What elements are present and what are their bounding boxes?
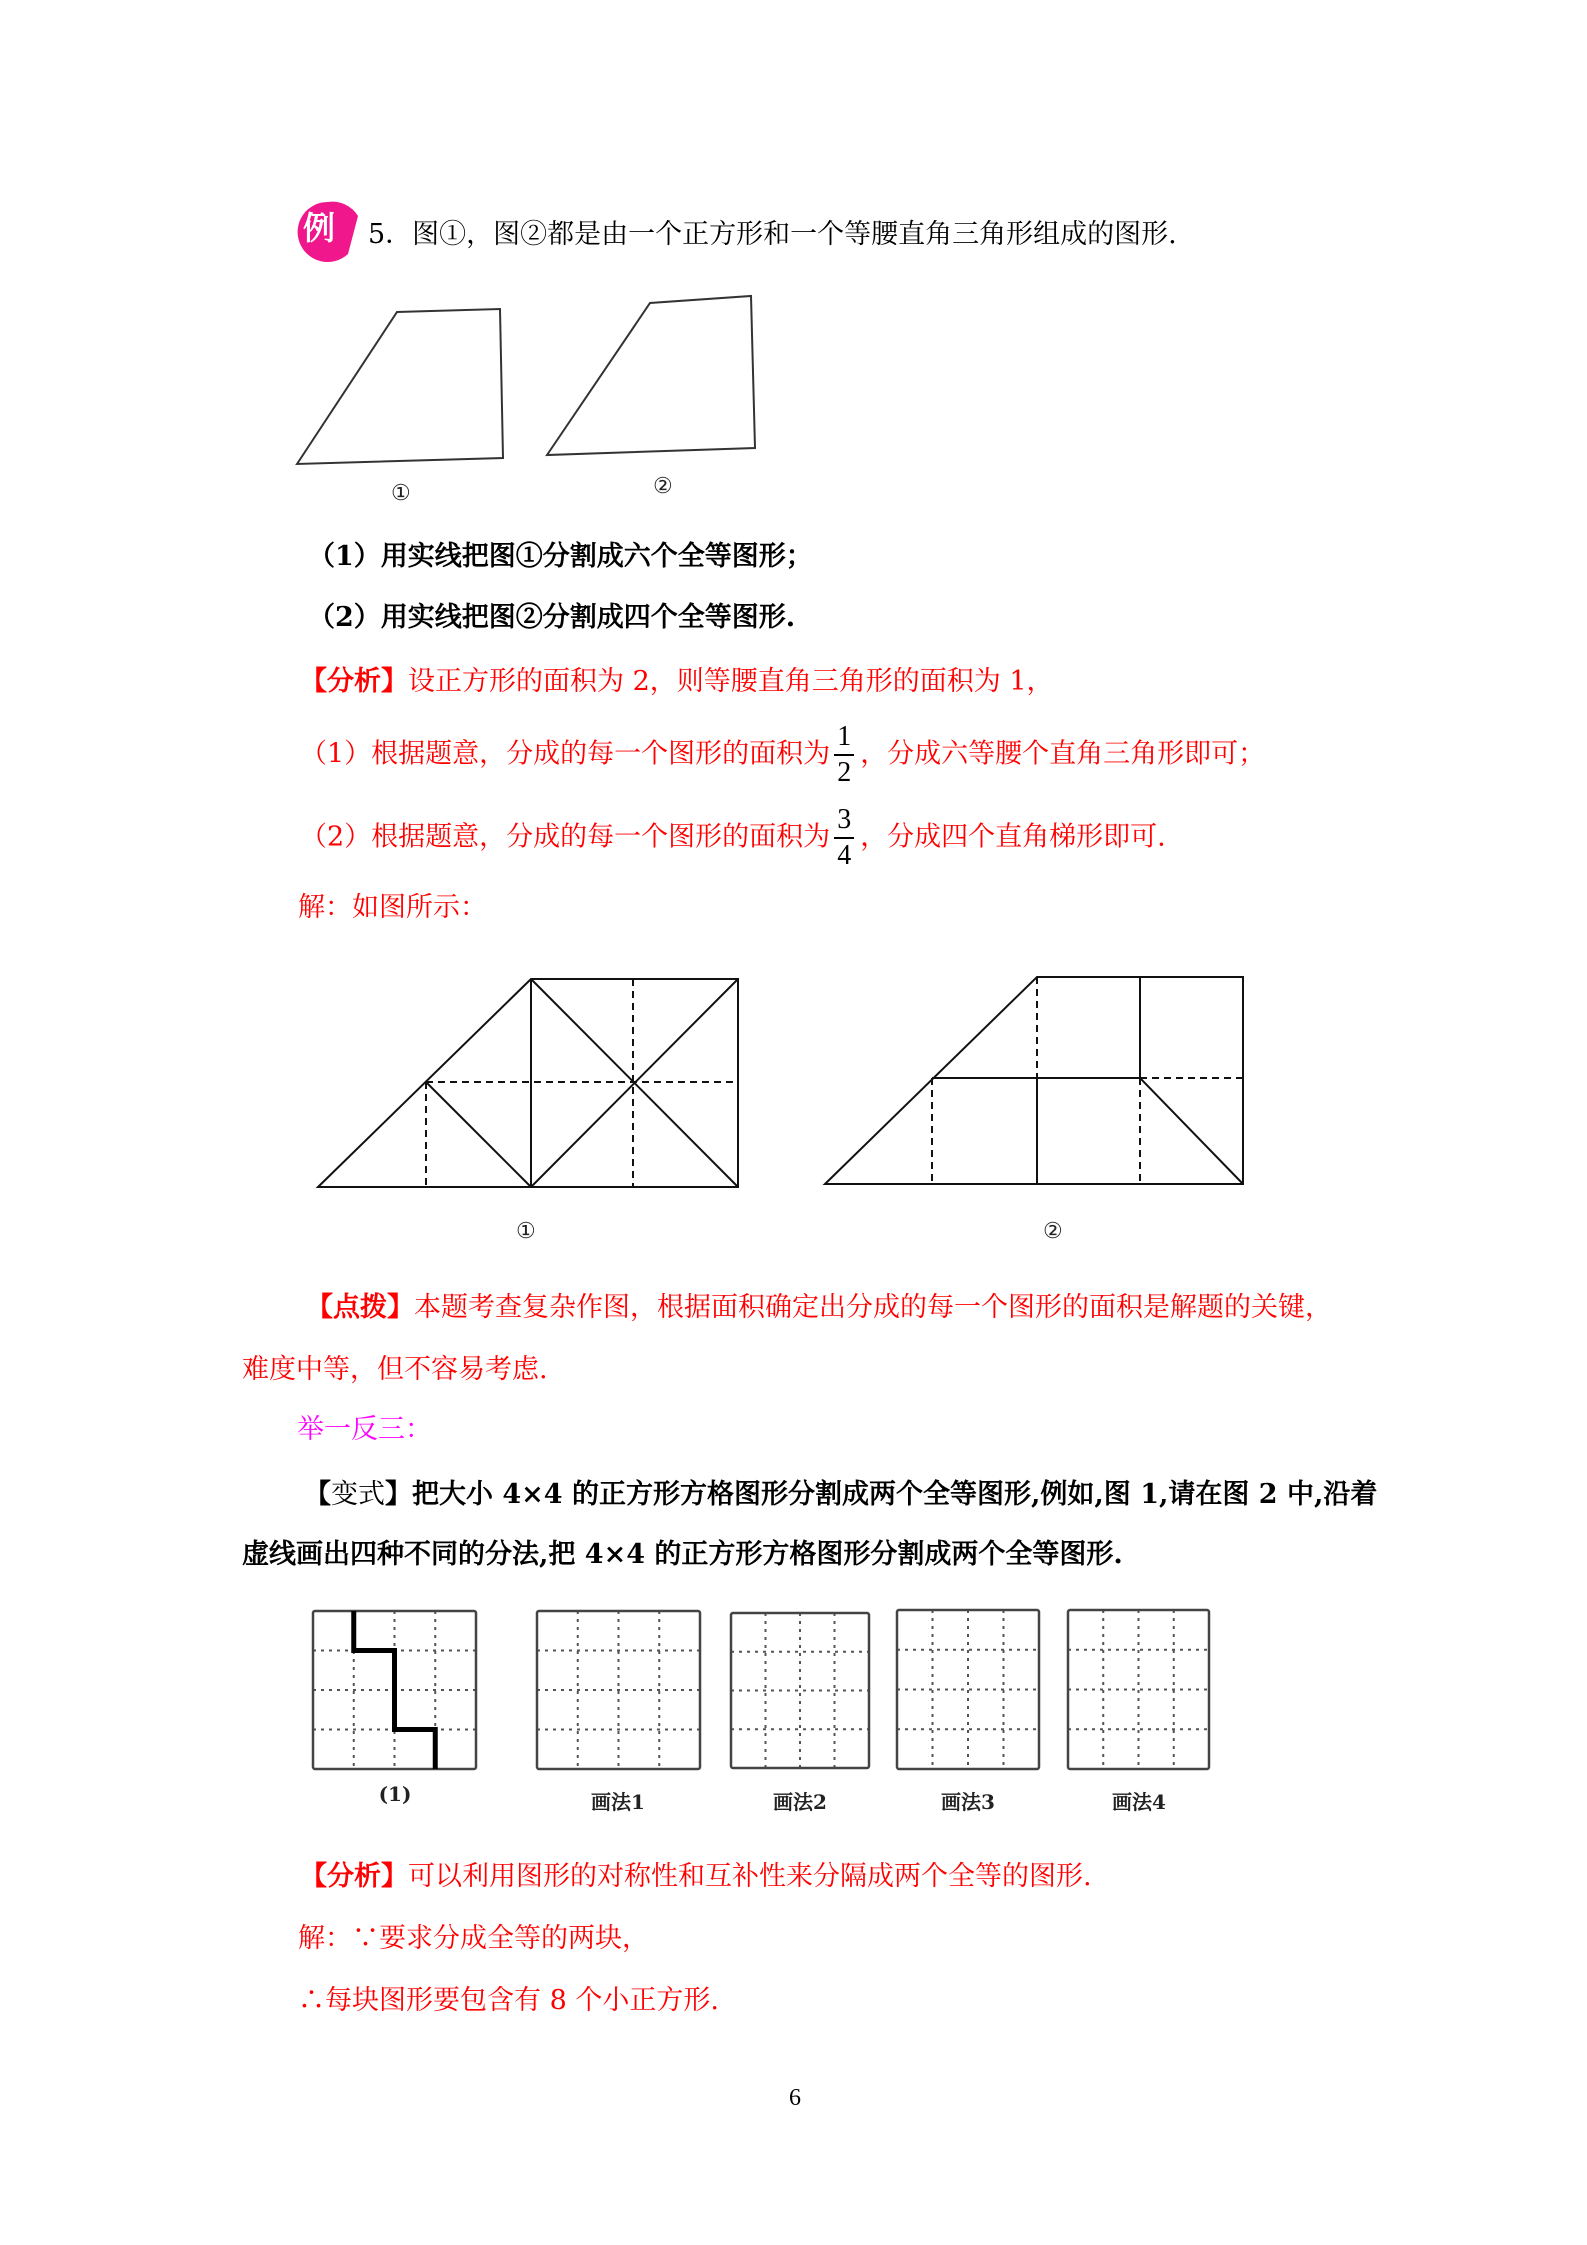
tip-line-2: 难度中等，但不容易考虑. <box>242 1354 548 1385</box>
fraction-denominator: 4 <box>837 840 852 871</box>
analysis-part-2-prefix: （2）根据题意，分成的每一个图形的面积为 <box>300 821 831 853</box>
task-1-number: （1） <box>308 541 381 572</box>
task-1-text: 用实线把图①分割成六个全等图形； <box>380 541 813 572</box>
grid-method-4-label: 画法4 <box>1112 1790 1166 1814</box>
analysis2-tag: 【分析】 <box>300 1861 408 1892</box>
task-2-number: （2） <box>308 602 381 633</box>
analysis-part-2-suffix: ，分成四个直角梯形即可. <box>860 821 1166 853</box>
tip-tag: 【点拨】 <box>306 1292 414 1323</box>
variant-tag-close: 】 <box>385 1479 412 1510</box>
solution2-line-2: ∴每块图形要包含有 8 个小正方形. <box>298 1985 719 2016</box>
grid-method-4-border <box>1068 1610 1209 1769</box>
solution2-line-1: 解：∵要求分成全等的两块， <box>298 1923 649 1954</box>
tip-text-1: 本题考查复杂作图，根据面积确定出分成的每一个图形的面积是解题的关键， <box>414 1292 1332 1323</box>
variant-line-2: 虚线画出四种不同的分法,把 4×4 的正方形方格图形分割成两个全等图形. <box>242 1539 1123 1570</box>
solution-text: 解：如图所示： <box>298 892 487 923</box>
analysis2-line <box>300 1860 1092 1894</box>
analysis-part-1-prefix: （1）根据题意，分成的每一个图形的面积为 <box>300 738 831 770</box>
solution-figure-1-label: ① <box>516 1219 536 1244</box>
question-figure-2-label: ② <box>653 474 673 499</box>
fraction-denominator: 2 <box>837 757 852 788</box>
fraction-numerator: 1 <box>837 721 852 752</box>
grid-method-2-label: 画法2 <box>773 1790 827 1814</box>
example-badge-label: 例 <box>303 209 336 247</box>
analysis-tag: 【分析】 <box>300 666 408 697</box>
fraction-numerator: 3 <box>837 804 852 835</box>
variant-tag-open: 【 <box>304 1479 331 1510</box>
grid-method-2-border <box>731 1613 869 1768</box>
practice-heading: 举一反三： <box>297 1414 432 1445</box>
variant-text-1: 把大小 4×4 的正方形方格图形分割成两个全等图形,例如,图 1,请在图 2 中,沿着 <box>412 1479 1378 1510</box>
task-2-text: 用实线把图②分割成四个全等图形. <box>380 602 796 633</box>
example-heading: 5．图①，图②都是由一个正方形和一个等腰直角三角形组成的图形. <box>368 219 1177 250</box>
page-number: 6 <box>789 2085 801 2111</box>
analysis-text: 设正方形的面积为 2，则等腰直角三角形的面积为 1， <box>408 666 1054 697</box>
solution-figure-2-label: ② <box>1043 1219 1063 1244</box>
analysis2-text: 可以利用图形的对称性和互补性来分隔成两个全等的图形. <box>408 1861 1092 1892</box>
grid-method-3-label: 画法3 <box>941 1790 995 1814</box>
grid-example-cut-path <box>354 1611 436 1769</box>
grid-example-label: (1) <box>378 1782 412 1806</box>
analysis-part-1-suffix: ，分成六等腰个直角三角形即可； <box>860 738 1266 770</box>
question-figure-1-label: ① <box>391 481 411 506</box>
grid-method-1-label: 画法1 <box>591 1790 645 1814</box>
variant-tag-word: 变式 <box>331 1479 385 1510</box>
